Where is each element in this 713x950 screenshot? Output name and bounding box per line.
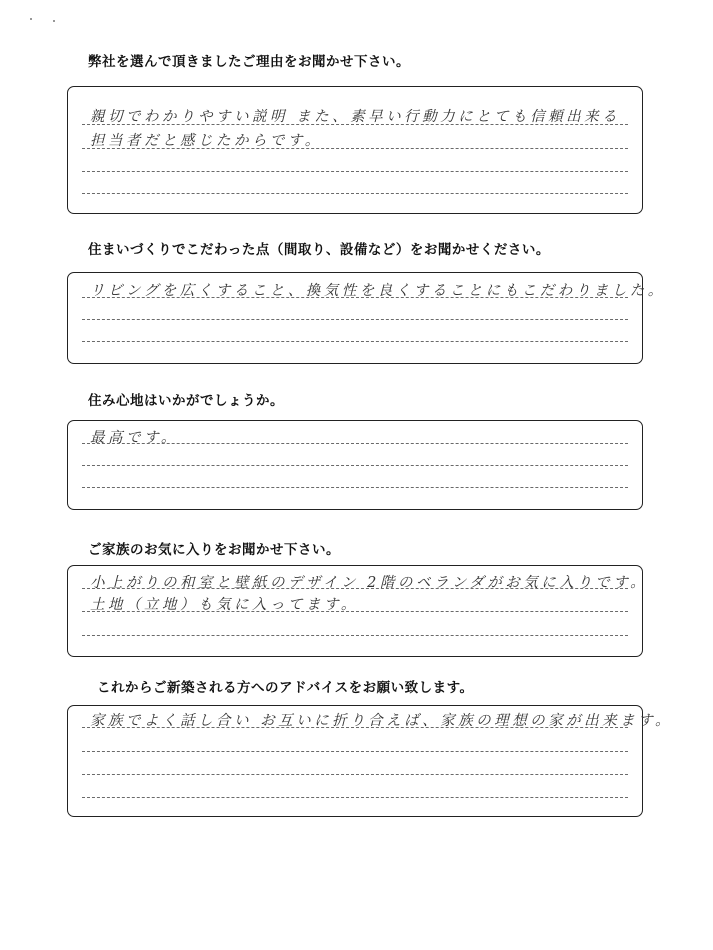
writing-rule [82,487,628,488]
writing-rule [82,751,628,752]
scan-speck [30,18,32,20]
writing-rule [82,465,628,466]
question-favorite: ご家族のお気に入りをお聞かせ下さい。 [88,542,340,558]
answer-line: 家族でよく話し合い お互いに折り合えば、家族の理想の家が出来ます。 [90,713,673,729]
writing-rule [82,635,628,636]
writing-rule [82,319,628,320]
answer-line: 小上がりの和室と壁紙のデザイン 2階のベランダがお気に入りです。 [90,575,649,591]
answer-line: 親切でわかりやすい説明 また、素早い行動力にとても信頼出来る [90,109,621,125]
writing-rule [82,171,628,172]
answer-box-focus [67,272,666,364]
writing-rule [82,124,628,125]
answer-box-favorite [67,565,649,657]
writing-rule [82,297,628,298]
writing-rule [82,727,628,728]
answer-line: 担当者だと感じたからです。 [90,133,323,149]
writing-rule [82,588,628,589]
writing-rule [82,774,628,775]
question-comfort: 住み心地はいかがでしょうか。 [88,393,284,409]
answer-line: 最高です。 [90,430,179,446]
question-reason: 弊社を選んで頂きましたご理由をお聞かせ下さい。 [88,54,410,70]
scan-speck [53,20,55,22]
question-focus: 住まいづくりでこだわった点（間取り、設備など）をお聞かせください。 [88,242,550,258]
writing-rule [82,193,628,194]
writing-rule [82,797,628,798]
question-advice: これからご新築される方へのアドバイスをお願い致します。 [97,680,474,696]
writing-rule [82,611,628,612]
answer-box-reason [67,86,643,214]
writing-rule [82,443,628,444]
writing-rule [82,341,628,342]
writing-rule [82,148,628,149]
answer-line: リビングを広くすること、換気性を良くすることにもこだわりました。 [90,283,666,299]
answer-box-advice [67,705,673,817]
answer-line: 土地（立地）も気に入ってます。 [90,597,359,613]
answer-box-comfort [67,420,643,510]
